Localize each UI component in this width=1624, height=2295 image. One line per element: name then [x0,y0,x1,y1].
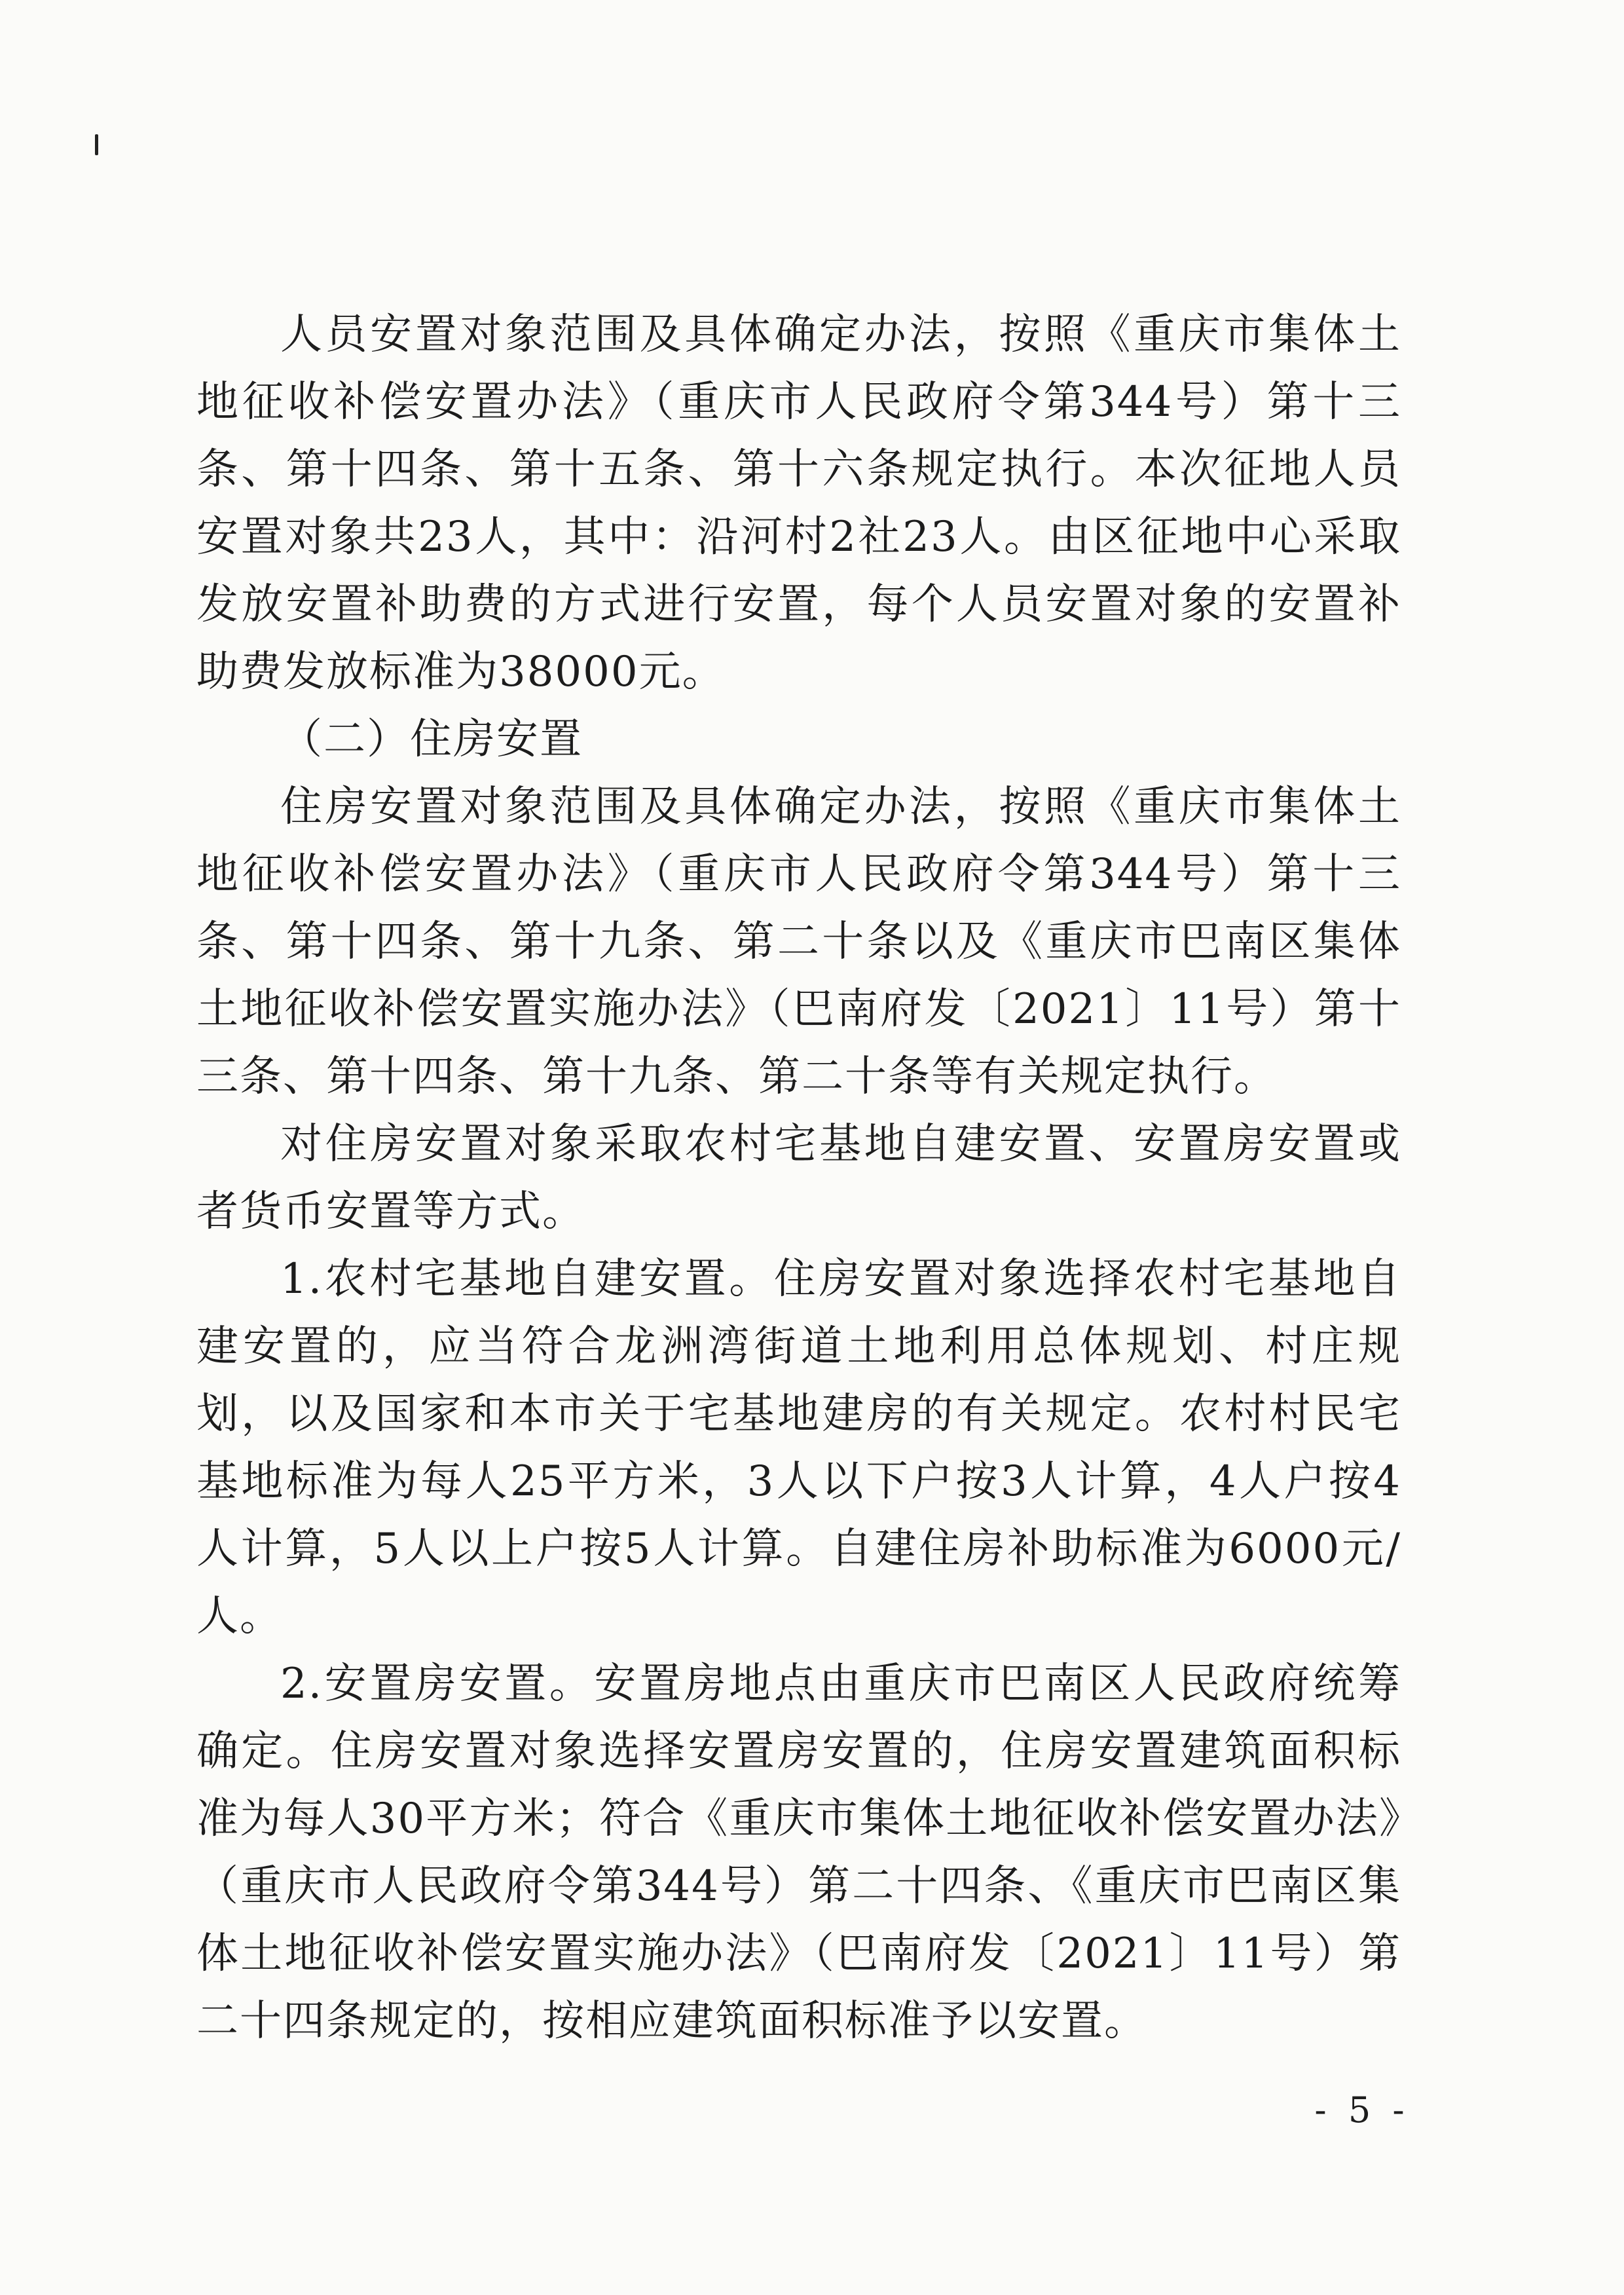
paragraph-self-build-resettlement: 1.农村宅基地自建安置。住房安置对象选择农村宅基地自建安置的，应当符合龙洲湾街道土地利用总体规划、村庄规划，以及国家和本市关于宅基地建房的有关规定。农村村民宅基地标准为每人25平方米，3人以下户按3人计算，4人户按4人计算，5人以上户按5人计算。自建住房补助标准为6000元/人。 [196,1255,1401,1641]
document-body [196,301,1401,2055]
paragraph-personnel-resettlement: 人员安置对象范围及具体确定办法，按照《重庆市集体土地征收补偿安置办法》（重庆市人民政府令第344号）第十三条、第十四条、第十五条、第十六条规定执行。本次征地人员安置对象共23人，其中：沿河村2社23人。由区征地中心采取发放安置补助费的方式进行安置，每个人员安置对象的安置补助费发放标准为38000元。 [196,310,1401,696]
page-number: - 5 - [1314,2089,1410,2131]
scan-mark [95,134,98,155]
paragraph-housing-scope: 住房安置对象范围及具体确定办法，按照《重庆市集体土地征收补偿安置办法》（重庆市人民政府令第344号）第十三条、第十四条、第十九条、第二十条以及《重庆市巴南区集体土地征收补偿安置实施办法》（巴南府发〔2021〕11号）第十三条、第十四条、第十九条、第二十条等有关规定执行。 [196,783,1401,1101]
section-heading-housing-resettlement: （二）住房安置 [280,715,583,764]
paragraph-housing-methods: 对住房安置对象采取农村宅基地自建安置、安置房安置或者货币安置等方式。 [196,1120,1401,1236]
paragraph-resettlement-housing: 2.安置房安置。安置房地点由重庆市巴南区人民政府统筹确定。住房安置对象选择安置房安置的，住房安置建筑面积标准为每人30平方米；符合《重庆市集体土地征收补偿安置办法》（重庆市人民政府令第344号）第二十四条、《重庆市巴南区集体土地征收补偿安置实施办法》（巴南府发〔2021〕11号）第二十四条规定的，按相应建筑面积标准予以安置。 [196,1660,1401,2045]
